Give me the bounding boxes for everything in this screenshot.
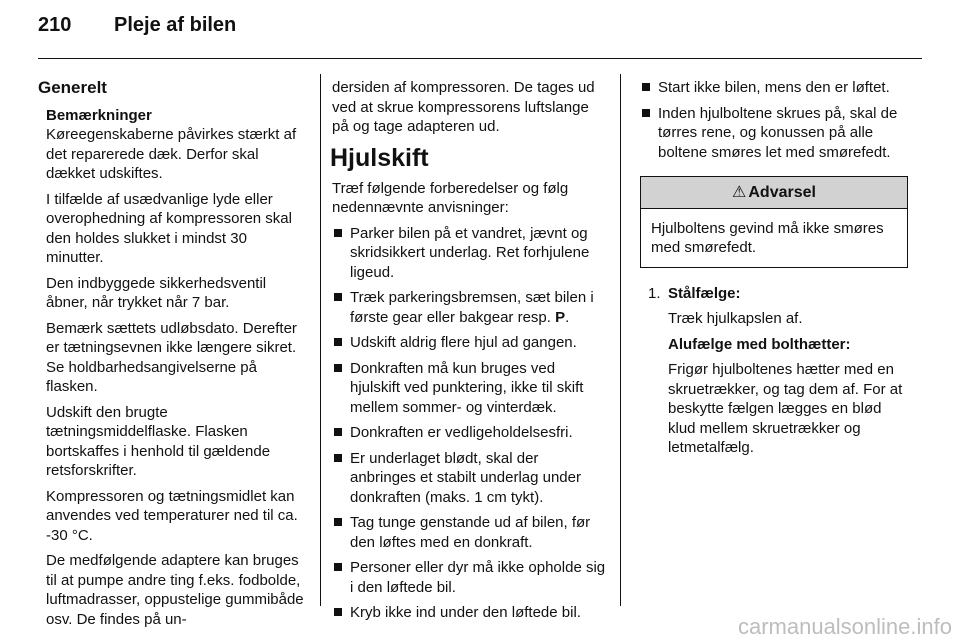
- bullet-square-icon: [334, 338, 342, 346]
- bullet-square-icon: [334, 563, 342, 571]
- column-1: [38, 78, 308, 635]
- section-heading-hjulskift: Hjulskift: [330, 143, 429, 172]
- step-label: Stålfælge:: [668, 284, 741, 302]
- warning-header: [641, 177, 907, 209]
- bullet-square-icon: [334, 428, 342, 436]
- bullet-square-icon: [642, 83, 650, 91]
- warning-box: [640, 176, 908, 268]
- list-item: Udskift aldrig flere hjul ad gangen.: [332, 333, 608, 353]
- step-sub-label: Alufælge med bolthætter:: [668, 335, 851, 353]
- paragraph: Køreegenskaberne påvirkes stærkt af det reparerede dæk. Derfor skal dækket udskiftes.: [46, 126, 297, 182]
- paragraph: Den indbyggede sikkerhedsventil åbner, når trykket når 7 bar.: [46, 274, 267, 311]
- step-number: 1.: [648, 284, 661, 302]
- bullet-square-icon: [642, 109, 650, 117]
- header-rule: [38, 58, 922, 59]
- step-text: Træk hjulkapslen af.: [668, 310, 803, 327]
- list-item: Start ikke bilen, mens den er løftet.: [640, 78, 908, 98]
- paragraph: Udskift den brugte tætningsmiddelflaske. Flasken bortskaffes i henhold til gældende retsforskrifter.: [46, 403, 271, 479]
- bullet-square-icon: [334, 454, 342, 462]
- gear-p-label: P: [555, 308, 566, 326]
- bullet-square-icon: [334, 608, 342, 616]
- bullet-list: [332, 224, 608, 623]
- paragraph: Bemærk sættets udløbsdato. Derefter er tætningsevnen ikke længere sikret. Se holdbarhedsangivelserne på flasken.: [46, 319, 297, 395]
- bullet-square-icon: [334, 229, 342, 237]
- paragraph: I tilfælde af usædvanlige lyde eller overophedning af kompressoren skal den holdes slukket i mindst 30 minutter.: [46, 190, 292, 266]
- step-item: [640, 284, 908, 458]
- notes-block: [38, 106, 308, 630]
- paragraph: Kompressoren og tætningsmidlet kan anvendes ved temperaturer ned til ca. -30 °C.: [46, 487, 298, 544]
- warning-body: Hjulboltens gevind må ikke smøres med smørefedt.: [651, 219, 884, 256]
- watermark-text: carmanualsonline.info: [737, 614, 952, 639]
- column-divider: [320, 74, 321, 606]
- column-2: [332, 78, 608, 629]
- page-number: 210: [38, 14, 72, 36]
- bullet-square-icon: [334, 518, 342, 526]
- warning-triangle-icon: ⚠: [732, 184, 747, 201]
- list-item: Tag tunge genstande ud af bilen, før den løftes med en donkraft.: [332, 513, 608, 552]
- step-sub-text: Frigør hjulboltenes hætter med en skruetrækker, og tag dem af. For at beskytte fælgen lægges en blød klud mellem skruetrækker og letmetalfælg.: [668, 361, 903, 456]
- list-item: Personer eller dyr må ikke opholde sig i den løftede bil.: [332, 558, 608, 597]
- list-item: Er underlaget blødt, skal der anbringes et stabilt underlag under donkraften (maks. 1 cm tykt).: [332, 449, 608, 508]
- notes-heading: Bemærkninger: [46, 106, 152, 124]
- bullet-square-icon: [334, 364, 342, 372]
- intro-paragraph: Træf følgende forberedelser og følg nedennævnte anvisninger:: [332, 179, 569, 216]
- bullet-list: [640, 78, 908, 162]
- bullet-square-icon: [334, 293, 342, 301]
- page-title: Pleje af bilen: [114, 14, 237, 36]
- paragraph: De medfølgende adaptere kan bruges til at pumpe andre ting f.eks. fodbolde, luftmadrasser, oppustelige gummibåde osv. De findes på un-: [46, 552, 304, 628]
- column-divider: [620, 74, 621, 606]
- warning-title: Advarsel: [748, 184, 816, 201]
- list-item: Donkraften må kun bruges ved hjulskift ved punktering, ikke til skift mellem sommer- og vinterdæk.: [332, 359, 608, 418]
- paragraph-continuation: dersiden af kompressoren. De tages ud ved at skrue kompressorens luftslange på og tage adapteren ud.: [332, 79, 595, 135]
- list-item: Træk parkeringsbremsen, sæt bilen i første gear eller bakgear resp. P.: [332, 288, 608, 327]
- list-item: Inden hjulboltene skrues på, skal de tørres rene, og konussen på alle boltene smøres let med smørefedt.: [640, 104, 908, 163]
- section-heading-generelt: Generelt: [38, 78, 107, 97]
- list-item: Parker bilen på et vandret, jævnt og skridsikkert underlag. Ret forhjulene ligeud.: [332, 224, 608, 283]
- list-item: Donkraften er vedligeholdelsesfri.: [332, 423, 608, 443]
- list-item: Kryb ikke ind under den løftede bil.: [332, 603, 608, 623]
- page-header: [38, 14, 236, 37]
- column-3: [640, 78, 908, 464]
